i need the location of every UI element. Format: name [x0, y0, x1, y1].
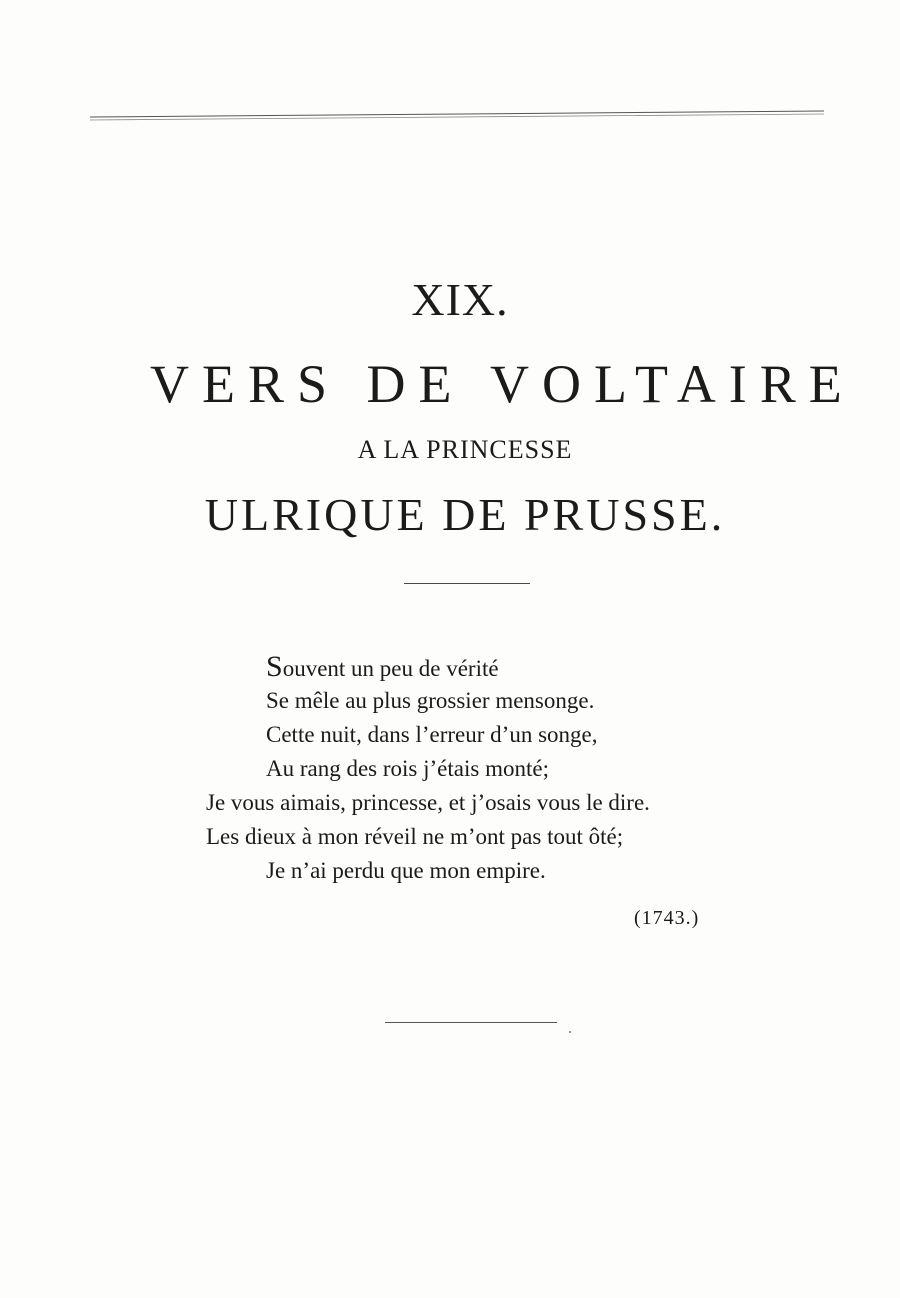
poem-line: [206, 650, 766, 684]
poem: [206, 650, 766, 888]
subtitle: A LA PRINCESSE: [357, 435, 573, 464]
poem-line: Les dieux à mon réveil ne m’ont pas tout ôté;: [206, 824, 624, 849]
chapter-numeral: XIX.: [411, 274, 509, 325]
bottom-rule: [385, 1022, 557, 1023]
top-double-rule: [90, 108, 824, 122]
poem-line: Se mêle au plus grossier mensonge.: [266, 688, 595, 713]
poem-line: Au rang des rois j’étais monté;: [266, 756, 549, 781]
poem-line: Je vous aimais, princesse, et j’osais vous le dire.: [206, 790, 650, 815]
initial-letter: S: [266, 650, 283, 683]
poem-line-text: ouvent un peu de vérité: [282, 656, 499, 681]
poem-line: Je n’ai perdu que mon empire.: [266, 858, 546, 883]
page-title: VERS DE VOLTAIRE: [150, 354, 855, 414]
dedicatee-name: ULRIQUE DE PRUSSE.: [204, 489, 726, 540]
poem-date: (1743.): [634, 907, 700, 929]
poem-line: Cette nuit, dans l’erreur d’un songe,: [266, 722, 598, 747]
ink-speck: [569, 1031, 571, 1033]
middle-rule: [404, 583, 530, 584]
